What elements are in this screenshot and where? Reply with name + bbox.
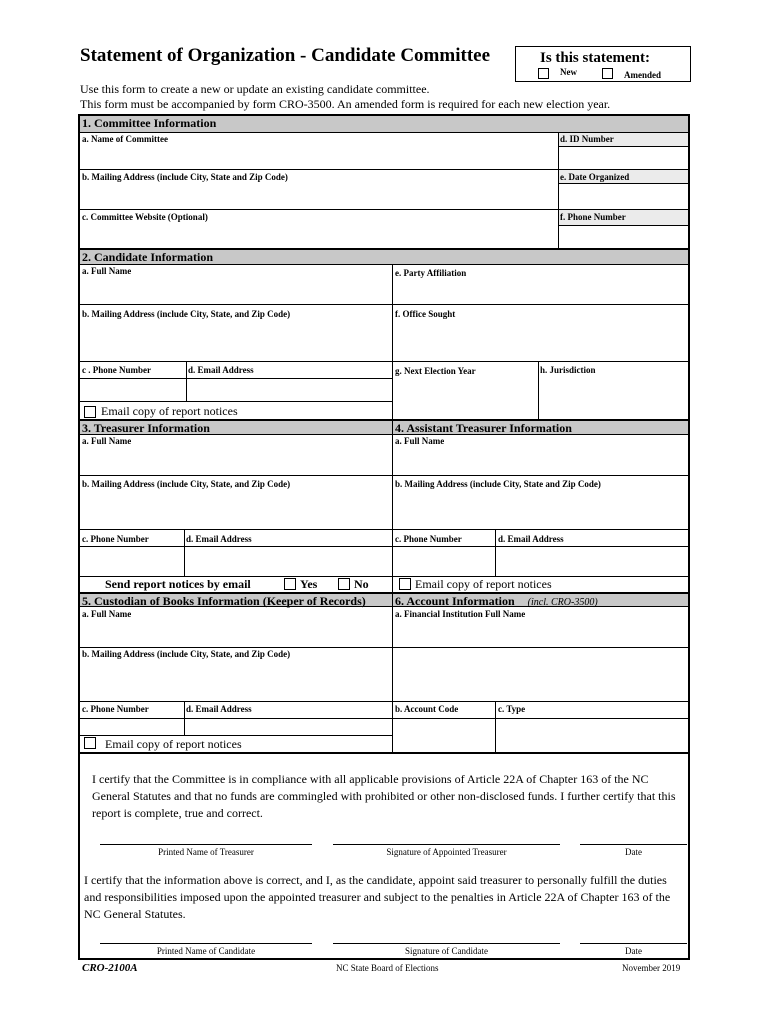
phone-number-label: f. Phone Number: [560, 212, 626, 222]
treasurer-email-label: d. Email Address: [186, 534, 252, 544]
institution-name-label: a. Financial Institution Full Name: [395, 609, 526, 619]
new-label: New: [560, 67, 577, 77]
amended-checkbox[interactable]: [602, 68, 613, 79]
office-sought-label: f. Office Sought: [395, 309, 456, 319]
candidate-email-copy-checkbox[interactable]: [84, 406, 96, 418]
treasurer-mailing-label: b. Mailing Address (include City, State, and Zip Code): [82, 479, 291, 489]
candidate-phone-label: c . Phone Number: [82, 365, 151, 375]
section-3-header: 3. Treasurer Information: [80, 421, 392, 434]
asst-treasurer-name-label: a. Full Name: [395, 436, 445, 446]
account-type-label: c. Type: [498, 704, 526, 714]
candidate-email-label: d. Email Address: [188, 365, 254, 375]
asst-treasurer-mailing-label: b. Mailing Address (include City, State and Zip Code): [395, 479, 601, 489]
treasurer-date-label: Date: [625, 847, 642, 857]
account-code-label: b. Account Code: [395, 704, 459, 714]
asst-email-copy-label: Email copy of report notices: [415, 577, 552, 591]
section-2-header: 2. Candidate Information: [80, 250, 688, 264]
candidate-email-copy-label: Email copy of report notices: [101, 404, 238, 418]
candidate-signature-label: Signature of Candidate: [405, 946, 488, 956]
asst-treasurer-phone-label: c. Phone Number: [395, 534, 462, 544]
statement-type-title: Is this statement:: [540, 50, 650, 66]
custodian-email-label: d. Email Address: [186, 704, 252, 714]
form-title: Statement of Organization - Candidate Committee: [80, 45, 491, 66]
form-body: [78, 114, 690, 960]
custodian-phone-label: c. Phone Number: [82, 704, 149, 714]
section-6-header: [393, 594, 688, 606]
treasurer-phone-label: c. Phone Number: [82, 534, 149, 544]
new-checkbox[interactable]: [538, 68, 549, 79]
send-notices-label: Send report notices by email: [105, 577, 251, 591]
custodian-email-copy-checkbox[interactable]: [84, 737, 96, 749]
asst-treasurer-email-label: d. Email Address: [498, 534, 564, 544]
jurisdiction-label: h. Jurisdiction: [540, 365, 596, 375]
treasurer-certification-text: I certify that the Committee is in compliance with all applicable provisions of Article 22A of Chapter 163 of the NC General Statutes and that no funds are commingled with prohibited or other non-disclosed funds. I further certify that this report is complete, true and correct.: [92, 772, 676, 820]
party-affiliation-label: e. Party Affiliation: [395, 268, 467, 278]
custodian-name-label: a. Full Name: [82, 609, 132, 619]
candidate-mailing-label: b. Mailing Address (include City, State, and Zip Code): [82, 309, 291, 319]
committee-name-label: a. Name of Committee: [82, 134, 168, 144]
section-6-note: (incl. CRO-3500): [527, 597, 598, 608]
treasurer-signature-label: Signature of Appointed Treasurer: [386, 847, 507, 857]
agency-name: NC State Board of Elections: [336, 963, 439, 973]
treasurer-printed-name-label: Printed Name of Treasurer: [158, 847, 254, 857]
next-election-year-label: g. Next Election Year: [395, 366, 476, 376]
intro-line-2: This form must be accompanied by form CRO-3500. An amended form is required for each new election year.: [80, 97, 611, 111]
section-6-title: 6. Account Information: [395, 594, 515, 608]
asst-email-copy-checkbox[interactable]: [399, 578, 411, 590]
committee-mailing-label: b. Mailing Address (include City, State and Zip Code): [82, 172, 288, 182]
id-number-label: d. ID Number: [560, 134, 614, 144]
intro-line-1: Use this form to create a new or update an existing candidate committee.: [80, 82, 430, 96]
send-notices-yes-checkbox[interactable]: [284, 578, 296, 590]
section-1-header: 1. Committee Information: [80, 116, 688, 132]
custodian-email-copy-label: Email copy of report notices: [105, 737, 242, 751]
custodian-mailing-label: b. Mailing Address (include City, State, and Zip Code): [82, 649, 291, 659]
send-notices-no-label: No: [354, 577, 369, 591]
candidate-certification-text: I certify that the information above is correct, and I, as the candidate, appoint said treasurer to personally fulfill the duties and responsibilities imposed upon the appointed treasurer and subject to the penalties in Article 22A of Chapter 163 of the NC General Statutes.: [84, 873, 671, 921]
send-notices-yes-label: Yes: [300, 577, 318, 591]
form-date: November 2019: [622, 963, 681, 973]
section-4-header: 4. Assistant Treasurer Information: [393, 421, 688, 434]
treasurer-name-label: a. Full Name: [82, 436, 132, 446]
candidate-printed-name-label: Printed Name of Candidate: [156, 946, 256, 956]
form-id: CRO-2100A: [82, 962, 138, 974]
send-notices-no-checkbox[interactable]: [338, 578, 350, 590]
amended-label: Amended: [624, 70, 662, 80]
statement-type-box: [515, 46, 691, 82]
candidate-name-label: a. Full Name: [82, 266, 132, 276]
section-5-header: 5. Custodian of Books Information (Keeper of Records): [80, 594, 392, 606]
committee-website-label: c. Committee Website (Optional): [82, 212, 208, 222]
date-organized-label: e. Date Organized: [560, 172, 630, 182]
candidate-date-label: Date: [625, 946, 642, 956]
